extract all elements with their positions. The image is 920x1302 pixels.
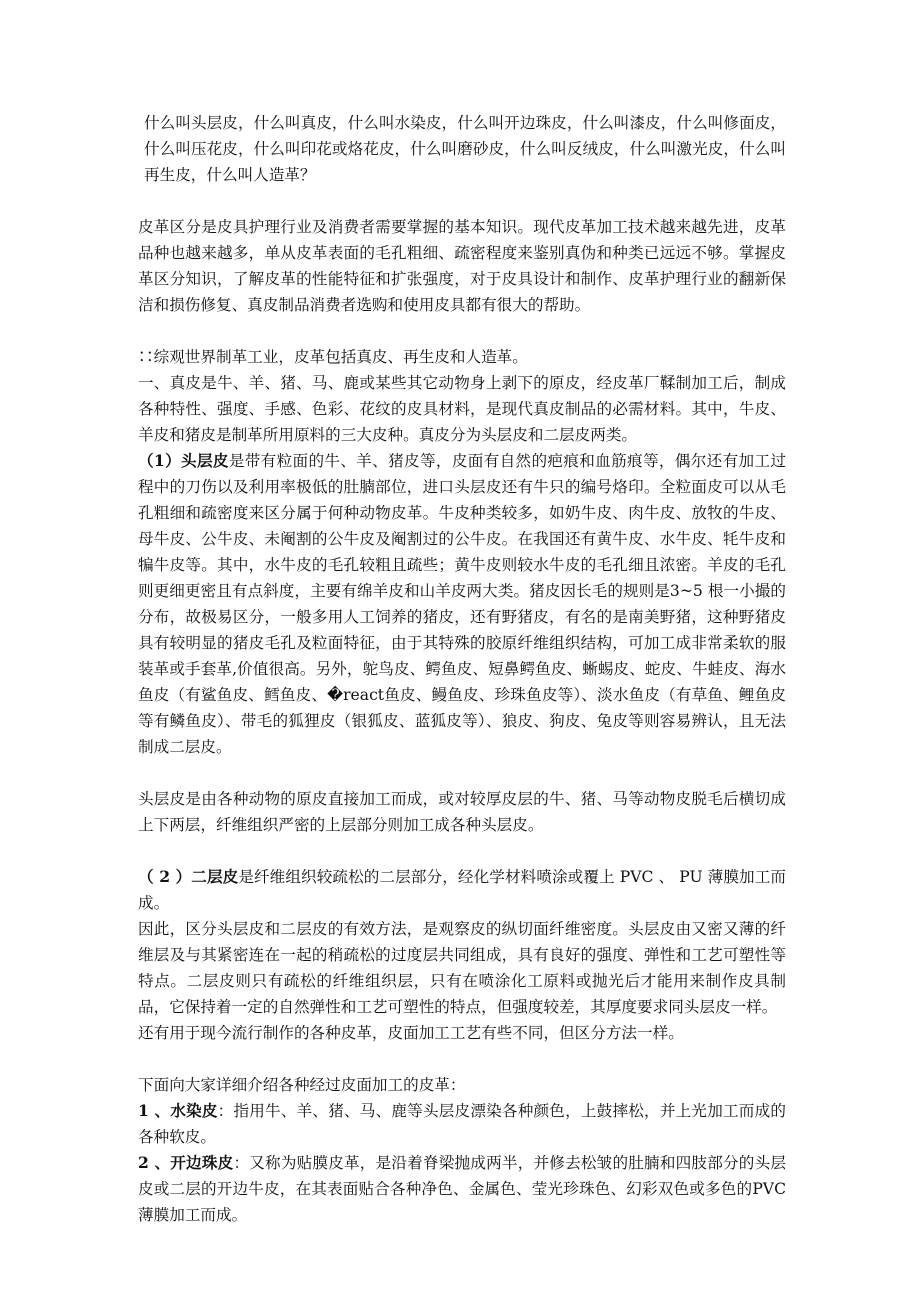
paragraph-gap xyxy=(138,760,786,786)
overview-paragraph: 皮革区分是皮具护理行业及消费者需要掌握的基本知识。现代皮革加工技术越来越先进，皮革品种也越来越多，单从皮革表面的毛孔粗细、疏密程度来鉴别真伪和种类已远远不够。掌握皮革区分知识，了解皮革的性能特征和扩张强度，对于皮具设计和制作、皮革护理行业的翻新保洁和损伤修复、真皮制品消费者选购和使用皮具都有很大的帮助。 xyxy=(138,218,786,314)
list-item-body: 又称为贴膜皮革，是沿着脊梁抛成两半，并修去松皱的肚腩和四肢部分的头层皮或二层的开边牛皮，在其表面贴合各种净色、金属色、莹光珍珠色、幻彩双色或多色的PVC 薄膜加工而成。 xyxy=(138,1154,786,1224)
list-item-body: 指用牛、羊、猪、马、鹿等头层皮漂染各种颜色，上鼓摔松，并上光加工而成的各种软皮。 xyxy=(138,1102,786,1146)
paragraph-gap xyxy=(138,838,786,864)
item2-body: 是纤维组织较疏松的二层部分，经化学材料喷涂或覆上 PVC 、 PU 薄膜加工而成。 xyxy=(138,868,786,912)
item1-paragraph xyxy=(138,448,786,760)
intro-question: 什么叫头层皮，什么叫真皮，什么叫水染皮，什么叫开边珠皮，什么叫漆皮，什么叫修面皮，什么叫压花皮，什么叫印花或烙花皮，什么叫磨砂皮，什么叫反绒皮，什么叫激光皮，什么叫再生皮，什么叫人造革？ xyxy=(144,114,786,184)
document-page xyxy=(138,110,786,1228)
survey-line: ∷综观世界制革工业，皮革包括真皮、再生皮和人造革。 xyxy=(138,348,528,366)
next-intro: 下面向大家详细介绍各种经过皮面加工的皮革： xyxy=(138,1076,466,1094)
paragraph-gap xyxy=(138,318,786,344)
item2-paragraph xyxy=(138,864,786,916)
paragraph-gap xyxy=(138,1046,786,1072)
distinguish-paragraph: 因此，区分头层皮和二层皮的有效方法，是观察皮的纵切面纤维密度。头层皮由又密又薄的纤维层及与其紧密连在一起的稍疏松的过度层共同组成，具有良好的强度、弹性和工艺可塑性等特点。二层皮则只有疏松的纤维组织层，只有在喷涂化工原料或抛光后才能用来制作皮具制品，它保持着一定的自然弹性和工艺可塑性的特点，但强度较差，其厚度要求同头层皮一样。 xyxy=(138,920,786,1016)
list-item xyxy=(138,1150,786,1228)
paragraph-gap xyxy=(138,188,786,214)
list-item-title: 1 、水染皮 xyxy=(138,1101,218,1120)
list-item-title: 2 、开边珠皮 xyxy=(138,1153,234,1172)
top-layer-note: 头层皮是由各种动物的原皮直接加工而成，或对较厚皮层的牛、猪、马等动物皮脱毛后横切成上下两层，纤维组织严密的上层部分则加工成各种头层皮。 xyxy=(138,790,786,834)
list-item-colon: ： xyxy=(217,1102,234,1120)
list-item xyxy=(138,1098,786,1150)
section-one-paragraph: 一、真皮是牛、羊、猪、马、鹿或某些其它动物身上剥下的原皮，经皮革厂鞣制加工后，制成各种特性、强度、手感、色彩、花纹的皮具材料，是现代真皮制品的必需材料。其中，牛皮、羊皮和猪皮是制革所用原料的三大皮种。真皮分为头层皮和二层皮两类。 xyxy=(138,374,786,444)
item1-body: 是带有粒面的牛、羊、猪皮等，皮面有自然的疤痕和血筋痕等，偶尔还有加工过程中的刀伤以及利用率极低的肚腩部位，进口头层皮还有牛只的编号烙印。全粒面皮可以从毛孔粗细和疏密度来区分属于何种动物皮革。牛皮种类较多，如奶牛皮、肉牛皮、放牧的牛皮、母牛皮、公牛皮、未阉割的公牛皮及阉割过的公牛皮。在我国还有黄牛皮、水牛皮、牦牛皮和犏牛皮等。其中，水牛皮的毛孔较粗且疏些；黄牛皮则较水牛皮的毛孔细且浓密。羊皮的毛孔则更细更密且有点斜度，主要有绵羊皮和山羊皮两大类。猪皮因长毛的规则是3~5 根一小撮的分布，故极易区分，一般多用人工饲养的猪皮，还有野猪皮，有名的是南美野猪，这种野猪皮具有较明显的猪皮毛孔及粒面特征，由于其特殊的胶原纤维组织结构，可加工成非常柔软的服装革或手套革,价值很高。另外，鸵鸟皮、鳄鱼皮、短鼻鳄鱼皮、蜥蜴皮、蛇皮、牛蛙皮、海水鱼皮（有鲨鱼皮、鳕鱼皮、�react鱼皮、鳗鱼皮、珍珠鱼皮等）、淡水鱼皮（有草鱼、鲤鱼皮等有鳞鱼皮）、带毛的狐狸皮（银狐皮、蓝狐皮等）、狼皮、狗皮、兔皮等则容易辨认，且无法制成二层皮。 xyxy=(138,452,786,756)
item2-title: （ 2 ）二层皮 xyxy=(138,867,239,886)
also-paragraph: 还有用于现今流行制作的各种皮革，皮面加工工艺有些不同，但区分方法一样。 xyxy=(138,1024,684,1042)
item1-title: （1）头层皮 xyxy=(138,451,229,470)
list-item-colon: ： xyxy=(233,1154,250,1172)
